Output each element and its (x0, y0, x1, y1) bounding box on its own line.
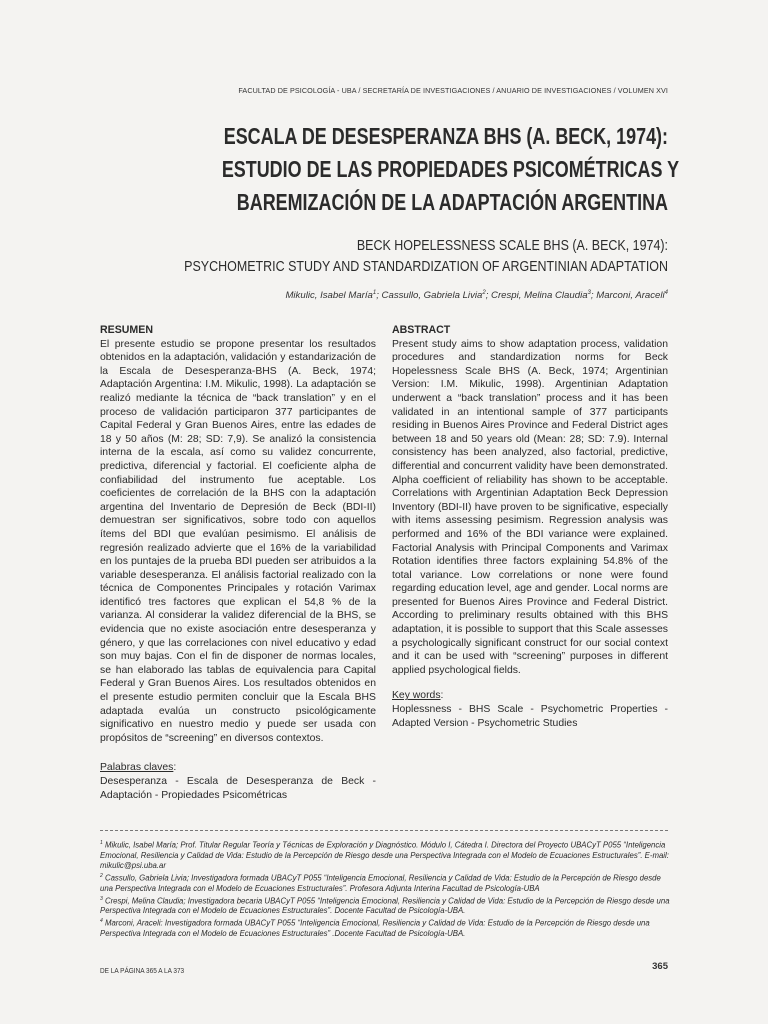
author-1: Mikulic, Isabel María (285, 290, 373, 302)
footnote-text: Marconi, Araceli: Investigadora formada UBACyT P055 “Inteligencia Emocional, Resiliencia y Calidad de Vida: Estudio de la Percepción de Riesgo desde una Perspectiva Integrada con el Modelo de Ecuaciones Estructurales” .Docente Facultad de Psicología-UBA. (100, 919, 650, 939)
footnote-text: Crespi, Melina Claudia; Investigadora becaria UBACyT P055 “Inteligencia Emocional, Resiliencia y Calidad de Vida: Estudio de la Percepción de Riesgo desde una Perspectiva Integrada con el Modelo de Ecuaciones Estructurales”. Docente Facultad de Psicología-UBA. (100, 896, 670, 916)
subtitle-line-1: BECK HOPELESSNESS SCALE BHS (A. BECK, 1974): (356, 238, 668, 254)
palabras-claves (100, 761, 376, 802)
key-words (392, 689, 668, 730)
footnote (100, 916, 670, 939)
author-3-note: 3 (587, 290, 591, 296)
resumen-heading: RESUMEN (100, 324, 153, 336)
abstract-heading: ABSTRACT (392, 324, 451, 336)
subtitle-line-2: PSYCHOMETRIC STUDY AND STANDARDIZATION OF ARGENTINIAN ADAPTATION (184, 259, 668, 275)
footnote (100, 838, 670, 871)
footnote-number: 4 (100, 918, 103, 925)
footnote-divider (100, 830, 668, 831)
author-2-note: 2 (482, 290, 486, 296)
title-line-1: ESCALA DE DESESPERANZA BHS (A. BECK, 1974): (223, 123, 668, 149)
page-range: DE LA PÁGINA 365 A LA 373 (100, 966, 185, 975)
running-head: FACULTAD DE PSICOLOGÍA - UBA / SECRETARÍA DE INVESTIGACIONES / ANUARIO DE INVESTIGACIONES / VOLUMEN XVI (238, 86, 668, 95)
footnote-text: Cassullo, Gabriela Livia; Investigadora formada UBACyT P055 “Inteligencia Emocional, Resiliencia y Calidad de Vida: Estudio de la Percepción de Riesgo desde una Perspectiva Integrada con el Modelo de Ecuaciones Estructurales”. Profesora Adjunta Interina Facultad de Psicología-UBA (100, 873, 661, 893)
abstract-column (392, 324, 668, 730)
palabras-claves-list: Desesperanza - Escala de Desesperanza de Beck - Adaptación - Propiedades Psicométricas (100, 776, 376, 801)
footnote-text: Mikulic, Isabel María; Prof. Titular Regular Teoría y Técnicas de Exploración y Diagnóstico. Módulo I, Cátedra I. Directora del Proyecto UBACyT P055 “Inteligencia Emocional, Resiliencia y Calidad de Vida: Estudio de la Percepción de Riesgo desde una Perspectiva Integrada con el Modelo de Ecuaciones Estructurales”. E-mail: mikulic@psi.uba.ar (100, 840, 669, 870)
abstract-body: Present study aims to show adaptation process, validation procedures and standardization norms for Beck Hopelessness Scale BHS (A. Beck, 1974; Argentinian Version: I.M. Mikulic, 1998). Argentinian Adaptation underwent a “back translation” process and it has been validated in an intentional sample of 377 participants residing in Buenos Aires Province and Federal District ages between 18 and 50 years old (Mean: 28; SD: 7.9). Internal consistency has been analyzed, also factorial, predictive, differential and concurrent validity have been demonstrated. Alpha coefficient of reliability has shown to be acceptable. Correlations with Argentinian Adaptation Beck Depression Inventory (BDI-II) have proven to be significative, especially with items assessing pesimism. Regression analysis was performed and 16% of the BDI variance were explained. Factorial Analysis with Principal Components and Varimax Rotation identifies three factors explaining 54.8% of the total variance. Low correlations or none were found regarding education level, age and gender. Local norms are presented for Buenos Aires Province and Federal District. According to preliminary results obtained with this BHS adaptation, it is possible to support that this Scale assesses a psychologically significant construct for our social context and it can be used with “screening” purposes in different applied psychological fields. (392, 338, 668, 676)
title-line-2: ESTUDIO DE LAS PROPIEDADES PSICOMÉTRICAS Y (221, 156, 680, 182)
footnote (100, 894, 670, 917)
title-line-3: BAREMIZACIÓN DE LA ADAPTACIÓN ARGENTINA (236, 189, 668, 215)
footnote-number: 3 (100, 895, 103, 902)
resumen-body: El presente estudio se propone presentar los resultados obtenidos en la adaptación, validación y estandarización de la Escala de Desesperanza-BHS (A. Beck, 1974; Adaptación Argentina: I.M. Mikulic, 1998). La adaptación se realizó mediante la técnica de “back translation” y en el proceso de validación participaron 377 participantes de Capital Federal y Gran Buenos Aires, entre las edades de 18 y 50 años (M: 28; SD: 7,9). Se analizó la consistencia interna de la escala, así como su validez concurrente, predictiva, diferencial y factorial. El coeficiente alpha de confiabilidad del instrumento fue aceptable. Los coeficientes de correlación de la BHS con la adaptación argentina del Inventario de Depresión de Beck (BDI-II) demuestran ser significativos, sobre todo con aquellos ítems del BDI que evalúan pesimismo. El análisis de regresión realizado advierte que el 16% de la variabilidad en los puntajes de la prueba BDI pueden ser atribuidos a la variable desesperanza. El análisis factorial realizado con la técnica de Componentes Principales y rotación Varimax identificó tres factores que explican el 54,8 % de la varianza. Al considerar la validez diferencial de la BHS, se evidencia que no existe asociación entre desesperanza y género, y que las correlaciones con nivel educativo y edad son muy bajas. Con el fin de disponer de normas locales, se han elaborado las tablas de equivalencia para Capital Federal y Gran Buenos Aires. Los resultados obtenidos en el presente estudio permiten concluir que la Escala BHS adaptada evalúa un constructo psicológicamente significativo en nuestro medio y puede ser usada con propósitos de “screening” en diversos contextos. (100, 338, 376, 744)
author-2: ; Cassullo, Gabriela Livia (376, 290, 483, 302)
footnote-number: 1 (100, 840, 103, 846)
resumen-column (100, 324, 376, 802)
article-title (221, 120, 680, 219)
author-1-note: 1 (372, 290, 377, 296)
key-words-colon: : (440, 690, 444, 702)
page-number: 365 (652, 961, 668, 972)
footnotes (100, 838, 670, 939)
author-list (96, 290, 668, 301)
author-4-note: 4 (664, 290, 668, 296)
author-3: ; Crespi, Melina Claudia (485, 290, 588, 302)
article-subtitle (176, 236, 668, 278)
key-words-list: Hoplessness - BHS Scale - Psychometric Properties - Adapted Version - Psychometric Studies (392, 704, 668, 729)
palabras-claves-label: Palabras claves (100, 762, 174, 774)
palabras-claves-colon: : (173, 762, 177, 774)
footnote-number: 2 (100, 872, 103, 879)
footnote (100, 871, 670, 894)
key-words-label: Key words (392, 690, 441, 702)
author-4: ; Marconi, Araceli (590, 290, 665, 302)
